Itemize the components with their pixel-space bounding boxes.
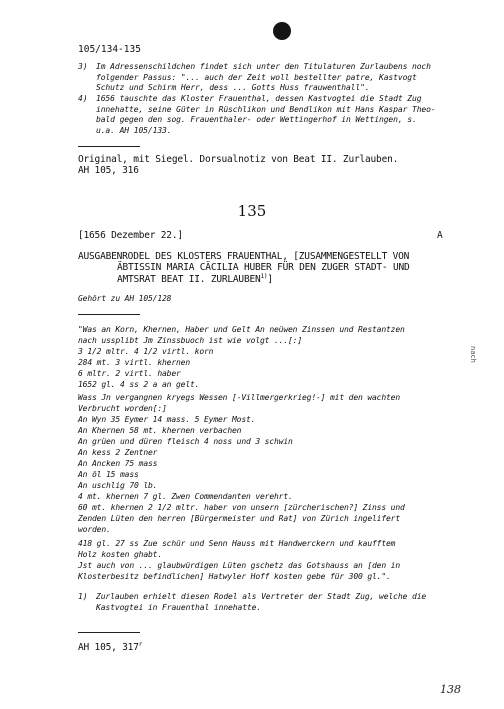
footnote-number: 3)	[78, 62, 88, 71]
archive-divider	[78, 632, 140, 633]
section-divider	[78, 314, 140, 315]
body-line: 3 1/2 mltr. 4 1/2 virtl. korn	[78, 347, 214, 356]
title-line: ÄBTISSIN MARIA CÄCILIA HUBER FÜR DEN ZUGER STADT- UND	[117, 262, 410, 273]
footnote-line: innehatte, seine Güter in Rüschlikon und Bendlikon mit Hans Kaspar Theo-	[96, 104, 436, 114]
body-line: Zenden Lüten den herren [Bürgermeister und Rat] von Zürich ingelifert	[78, 514, 400, 523]
footnote-number: 4)	[78, 94, 88, 103]
body-line: An uschlig 70 lb.	[78, 481, 158, 490]
margin-annotation: nach	[469, 346, 477, 363]
body-line: Holz kosten ghabt.	[78, 550, 162, 559]
body-line: worden.	[78, 525, 111, 534]
body-line: An Khernen 58 mt. khernen verbachen	[78, 426, 242, 435]
body-line: Verbrucht worden[:]	[78, 404, 167, 413]
punch-hole-mark	[273, 22, 291, 40]
body-line: 60 mt. khernen 2 1/2 mltr. haber von unsern [zürcherischen?] Zinss und	[78, 503, 405, 512]
body-line: Jst auch von ... glaubwürdigen Lüten gschetz das Gotshauss an [den in	[78, 561, 400, 570]
body-line: 6 mltr. 2 virtl. haber	[78, 369, 181, 378]
document-letter: A	[437, 230, 443, 241]
footnote-line: Schutz und Schirm Herr, dess ... Gotts Huss frauwenthall".	[96, 83, 370, 92]
body-line: nach ussplibt Jm Zinssbuoch ist wie volgt ...[:]	[78, 336, 302, 345]
body-line: Klosterbesitz befindlichen] Hatwyler Hoff kosten gebe für 300 gl.".	[78, 572, 391, 581]
document-date: [1656 Dezember 22.]	[78, 230, 183, 241]
body-line: An Wyn 35 Eymer 14 mass. 5 Eymer Most.	[78, 415, 256, 424]
title-line-3: AMTSRAT BEAT II. ZURLAUBEN$^{1)}$]	[117, 273, 273, 286]
body-line: An grüen und düren fleisch 4 noss und 3 schwin	[78, 437, 293, 446]
belongs-note: Gehört zu AH 105/128	[78, 294, 172, 303]
body-line: An öl 15 mass	[78, 470, 139, 479]
body-line: 4 mt. khernen 7 gl. Zwen Commendanten verehrt.	[78, 492, 293, 501]
body-line: Wass Jn vergangnen kryegs Wessen [-Villmergerkrieg!-] mit den wachten	[78, 393, 400, 402]
title-line: AUSGABENRODEL DES KLOSTERS FRAUENTHAL, [ZUSAMMENGESTELLT VON	[78, 251, 410, 262]
footnote-number: 1)	[78, 592, 88, 601]
footnote-line: folgender Passus: "... auch der Zeit woll bestellter patre, Kastvogt	[96, 72, 417, 82]
footnote-line: u.a. AH 105/133.	[96, 125, 172, 135]
body-line: 1652 gl. 4 ss 2 a an gelt.	[78, 380, 200, 389]
footnote-divider	[78, 146, 140, 147]
footnote-line: bald gegen den sog. Frauenthaler- oder Wettingerhof in Wettingen, s.	[96, 115, 417, 124]
footnote-line: 1656 tauschte das Kloster Frauenthal, dessen Kastvogtei die Stadt Zug	[96, 94, 422, 103]
archive-reference: AH 105, 317$^r$	[78, 641, 143, 654]
folio-number: 138	[440, 683, 461, 696]
body-line: 284 mt. 3 virtl. khernen	[78, 358, 190, 367]
body-line: An Ancken 75 mass	[78, 459, 158, 468]
page-reference: 105/134-135	[78, 44, 141, 55]
original-note-ref: AH 105, 316	[78, 165, 139, 176]
footnote-line: Im Adressenschildchen findet sich unter den Titulaturen Zurlaubens noch	[96, 62, 431, 71]
body-line: "Was an Korn, Khernen, Haber und Gelt An neüwen Zinssen und Restantzen	[78, 325, 405, 334]
original-note: Original, mit Siegel. Dorsualnotiz von Beat II. Zurlauben.	[78, 154, 399, 165]
body-line: An kess 2 Zentner	[78, 448, 158, 457]
footnote-line: Zurlauben erhielt diesen Rodel als Vertreter der Stadt Zug, welche die	[96, 592, 427, 601]
body-line: 418 gl. 27 ss Zue schür und Senn Hauss mit Handwerckern und kaufftem	[78, 539, 396, 548]
footnote-line: Kastvogtei in Frauenthal innehatte.	[96, 603, 262, 612]
document-number: 135	[237, 202, 267, 220]
